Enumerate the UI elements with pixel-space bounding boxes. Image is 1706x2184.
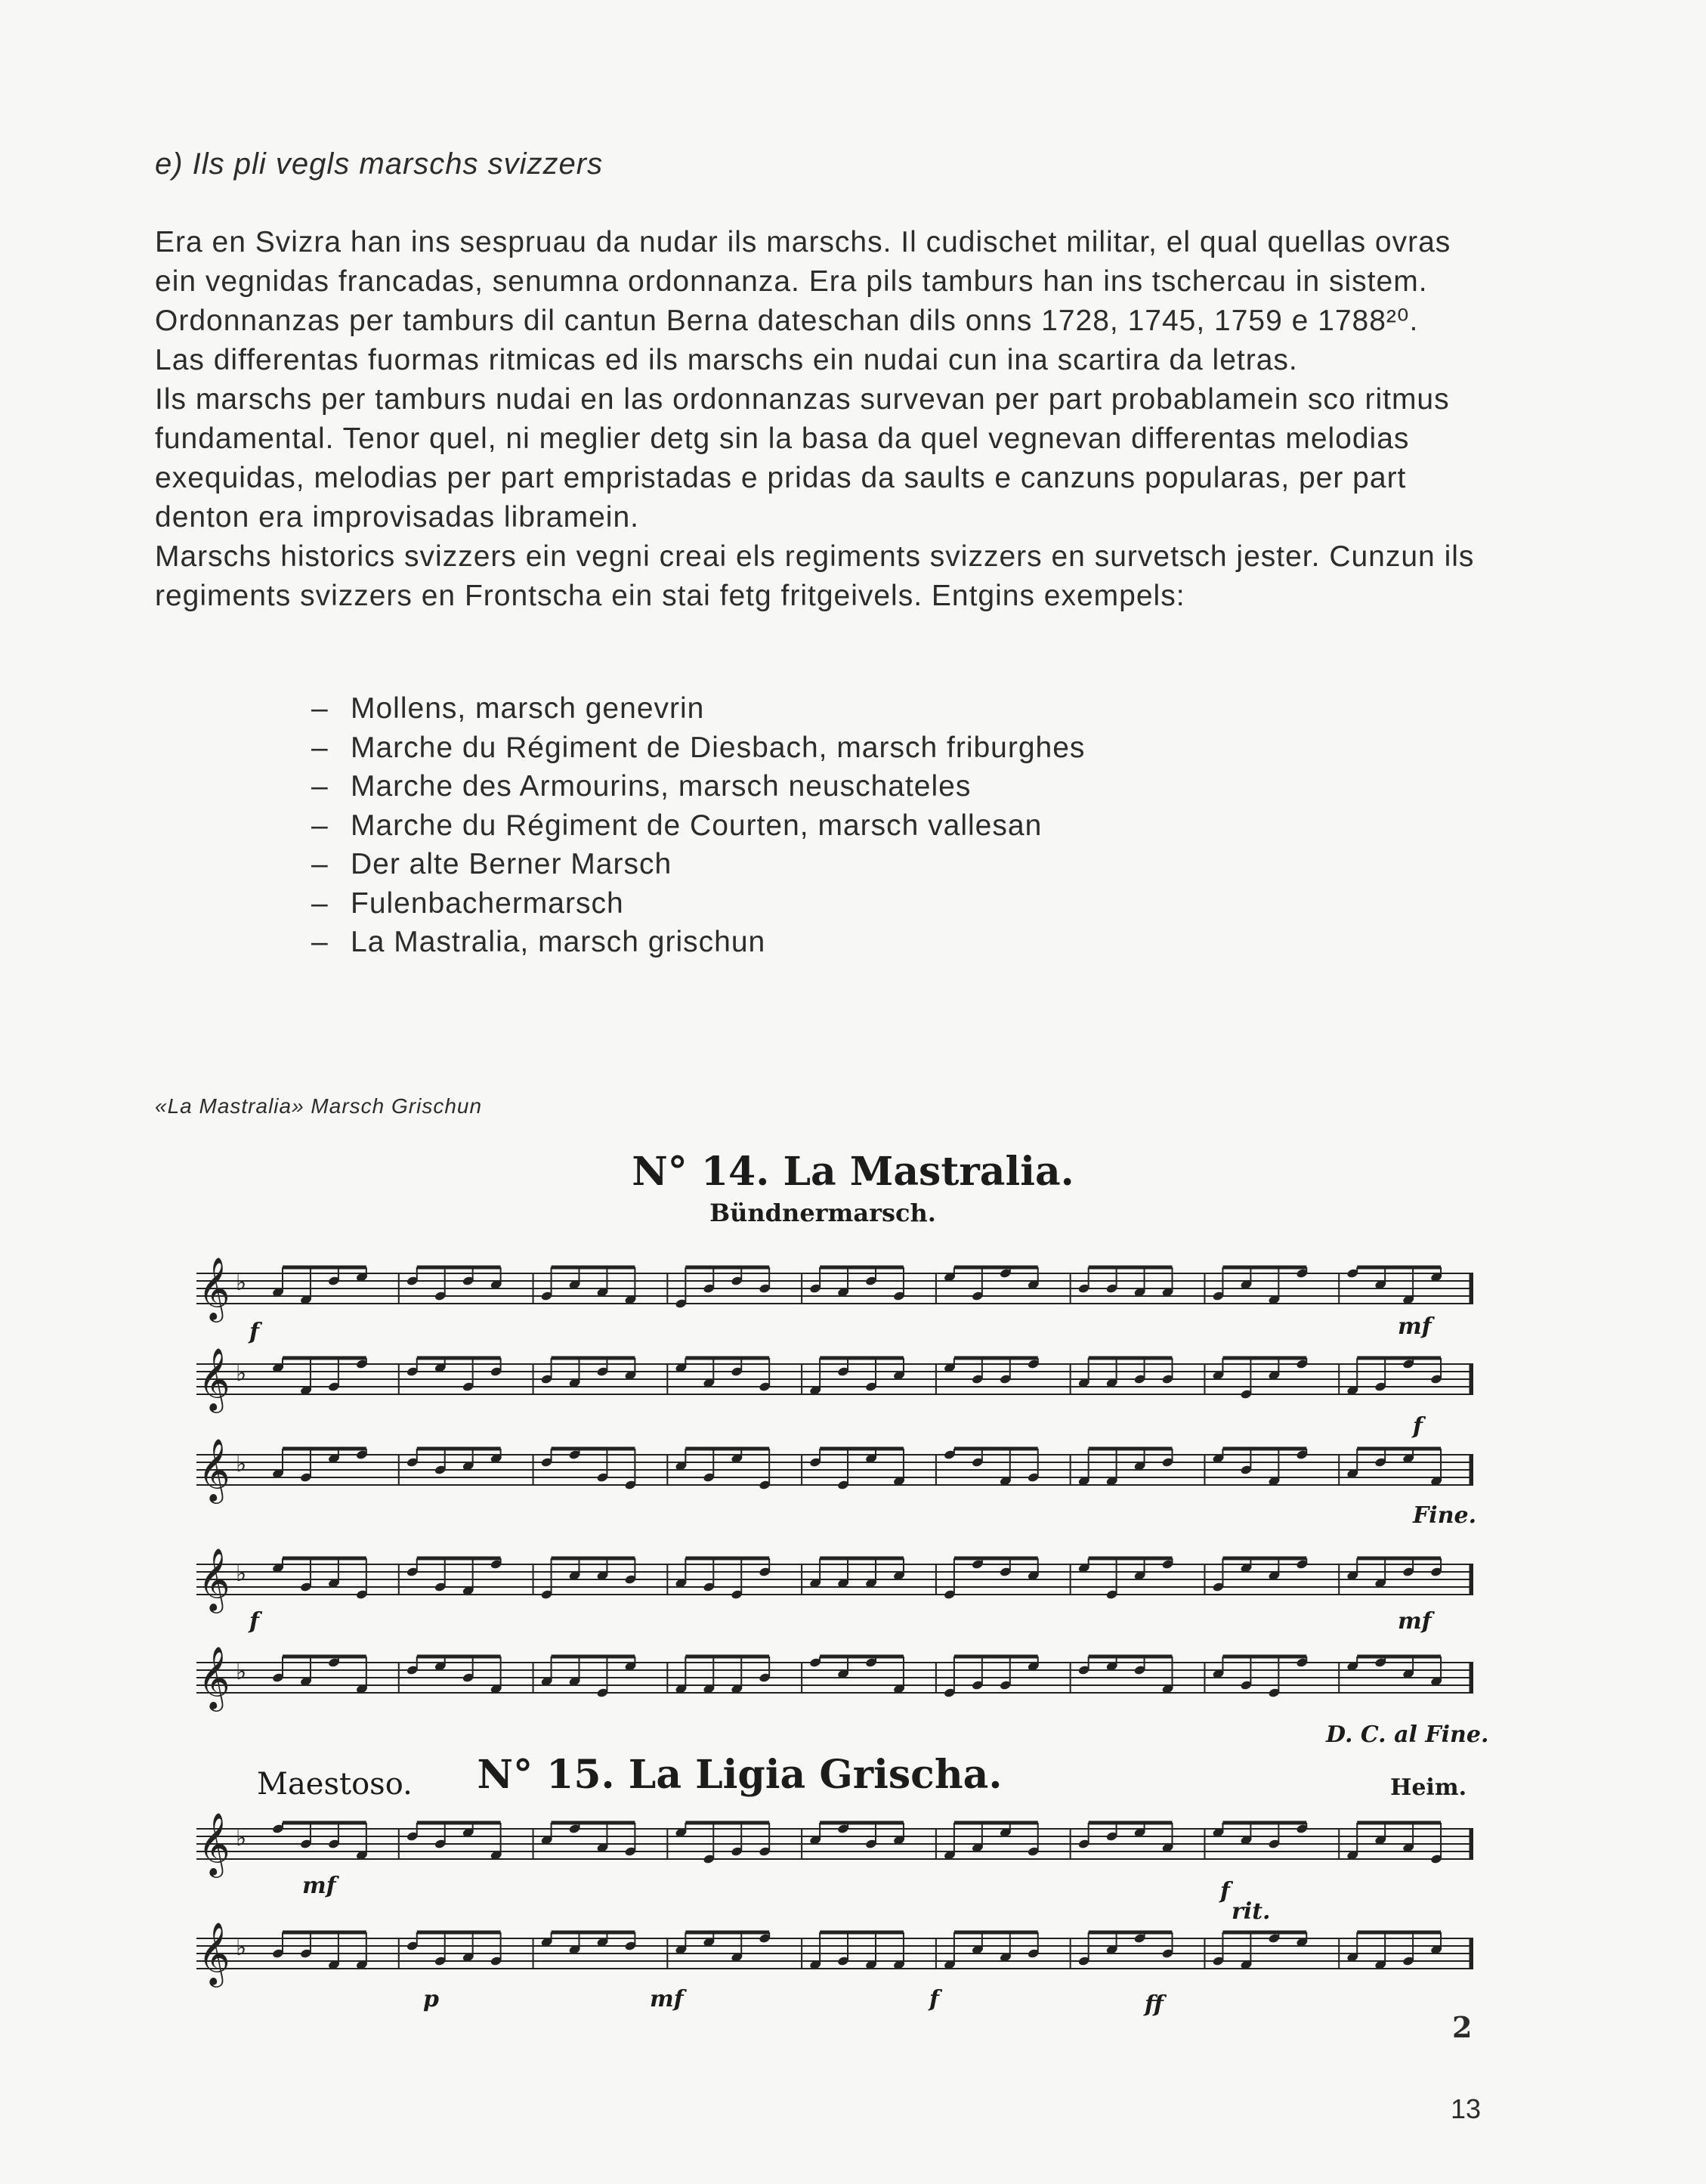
list-item: – Marche du Régiment de Diesbach, marsch friburghes bbox=[311, 731, 1086, 764]
paragraph-1: Era en Svizra han ins sespruau da nudar ils marschs. Il cudischet militar, el qual quellas ovras ein vegnidas francadas, senumna ordonnanza. Era pils tamburs han ins tschercau in sistem. Ordonnanzas per tamburs dil cantun Berna dateschan dils onns 1728, 1745, 1759 e 1788²⁰. Las differentas fuormas ritmicas ed ils marschs ein nudai cun ina scartira da letras. bbox=[155, 226, 1451, 376]
dynamic-marking: mf bbox=[1398, 1313, 1432, 1340]
music-staff bbox=[196, 1345, 1473, 1413]
dynamic-marking: f bbox=[929, 1986, 939, 2012]
key-signature-flat: ♭ bbox=[236, 1659, 247, 1685]
tempo-marking: Maestoso. bbox=[257, 1767, 413, 1802]
dynamic-marking: f bbox=[249, 1319, 259, 1345]
list-item: – Marche des Armourins, marsch neuschateles bbox=[311, 770, 972, 803]
key-signature-flat: ♭ bbox=[236, 1825, 247, 1851]
score-subtitle-14: Bündnermarsch. bbox=[709, 1199, 936, 1227]
dynamic-marking: f bbox=[249, 1608, 259, 1635]
treble-clef: 𝄞 bbox=[198, 1437, 230, 1501]
composer-credit: Heim. bbox=[1390, 1774, 1467, 1801]
ritardando-marking: rit. bbox=[1232, 1898, 1271, 1925]
dynamic-marking: ff bbox=[1145, 1991, 1164, 2018]
treble-clef: 𝄞 bbox=[198, 1811, 230, 1875]
key-signature-flat: ♭ bbox=[236, 1561, 247, 1587]
score-title-15: N° 15. La Ligia Grischa. bbox=[477, 1752, 1003, 1798]
section-heading: e) Ils pli vegls marschs svizzers bbox=[155, 147, 604, 181]
music-staff bbox=[196, 1545, 1473, 1613]
key-signature-flat: ♭ bbox=[236, 1360, 247, 1387]
dynamic-marking: mf bbox=[302, 1873, 336, 1899]
march-list bbox=[311, 689, 1085, 962]
key-signature-flat: ♭ bbox=[236, 1270, 247, 1296]
treble-clef: 𝄞 bbox=[198, 1921, 230, 1984]
dynamic-marking: mf bbox=[1398, 1608, 1432, 1635]
treble-clef: 𝄞 bbox=[198, 1256, 230, 1319]
dynamic-marking: p bbox=[423, 1986, 439, 2012]
key-signature-flat: ♭ bbox=[236, 1935, 247, 1961]
dynamic-marking: mf bbox=[650, 1986, 684, 2012]
treble-clef: 𝄞 bbox=[198, 1547, 230, 1610]
paragraph-3: Marschs historics svizzers ein vegni creai els regiments svizzers en survetsch jester. Cunzun ils regiments svizzers en Frontscha ein stai fetg fritgeivels. Entgins exempels: bbox=[155, 540, 1475, 612]
list-item: – La Mastralia, marsch grischun bbox=[311, 926, 766, 958]
sheet-number: 2 bbox=[1452, 2010, 1473, 2044]
music-staff bbox=[196, 1810, 1473, 1878]
music-staff bbox=[196, 1436, 1473, 1504]
list-item: – Mollens, marsch genevrin bbox=[311, 692, 705, 725]
dynamic-marking: f bbox=[1220, 1878, 1230, 1904]
treble-clef: 𝄞 bbox=[198, 1645, 230, 1709]
list-item: – Der alte Berner Marsch bbox=[311, 848, 672, 880]
dc-marking: D. C. al Fine. bbox=[1326, 1722, 1489, 1748]
key-signature-flat: ♭ bbox=[236, 1451, 247, 1477]
figure-caption: «La Mastralia» Marsch Grischun bbox=[155, 1094, 483, 1118]
paragraph-2: Ils marschs per tamburs nudai en las ordonnanzas survevan per part probablamein sco ritmus fundamental. Tenor quel, ni meglier detg sin la basa da quel vegnevan differentas melodias exequidas, melodias per part empristadas e pridas da saults e canzuns popularas, per part denton era improvisadas libramein. bbox=[155, 383, 1450, 534]
music-staff bbox=[196, 1920, 1473, 1988]
fine-marking: Fine. bbox=[1413, 1502, 1477, 1529]
music-staff bbox=[196, 1644, 1473, 1712]
treble-clef: 𝄞 bbox=[198, 1347, 230, 1410]
body-text bbox=[155, 223, 1477, 616]
list-item: – Fulenbachermarsch bbox=[311, 886, 624, 920]
score-title-14: N° 14. La Mastralia. bbox=[632, 1149, 1074, 1195]
music-staff bbox=[196, 1254, 1473, 1322]
list-item: – Marche du Régiment de Courten, marsch vallesan bbox=[311, 809, 1043, 842]
dynamic-marking: f bbox=[1413, 1413, 1423, 1440]
page-number: 13 bbox=[1451, 2093, 1482, 2124]
